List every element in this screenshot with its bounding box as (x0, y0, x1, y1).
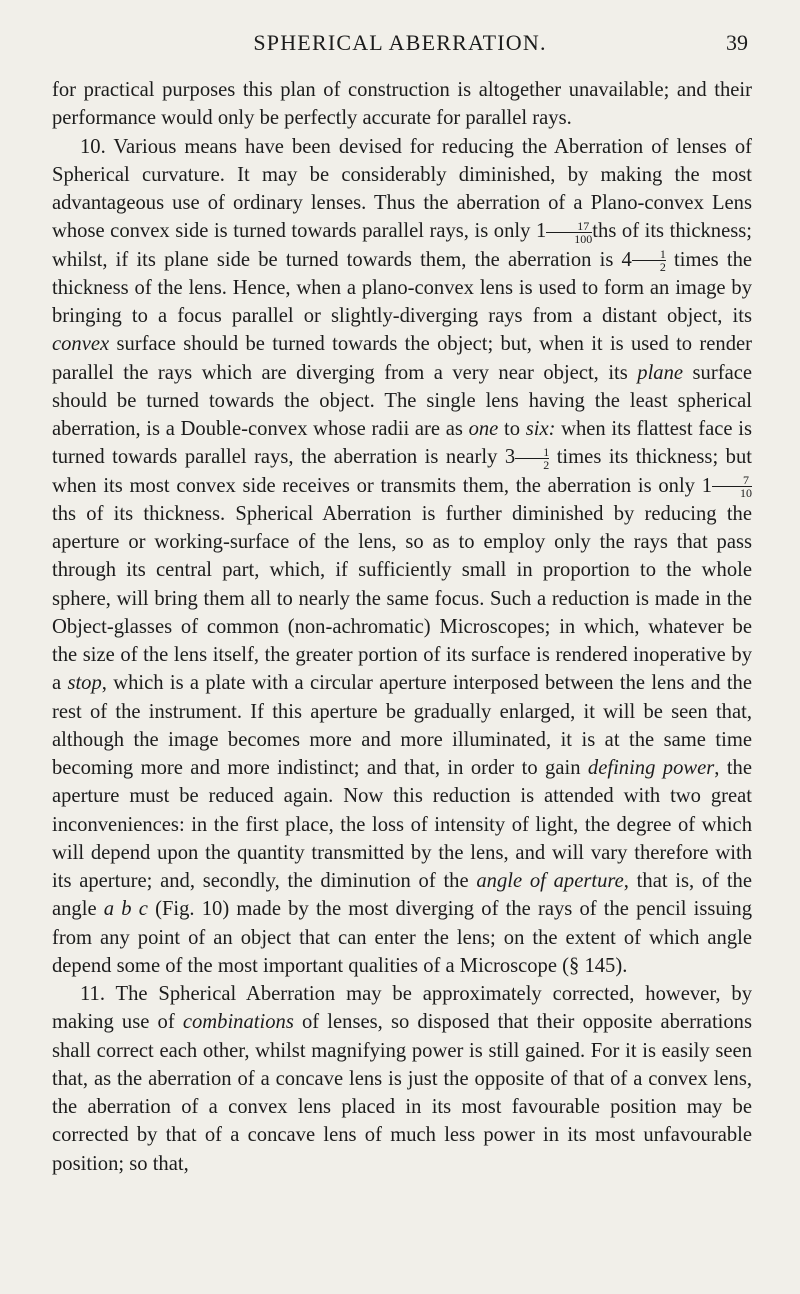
text-run: ths of its thickness; whilst, if its plane side be turned towards them, the aberration is 4 (52, 220, 752, 271)
italic-term: plane (637, 361, 684, 384)
text-run: , that is, of the angle (52, 870, 752, 921)
fraction-denominator: 100 (574, 232, 593, 247)
text-run: , the aperture must be reduced again. Now this reduction is attended with two great inconveniences: in the first place, the loss of intensity of light, the degree of which will depend upon the quantity transmitted by the lens, and will vary therefore with its aperture; and, secondly, the diminution of the (52, 757, 752, 892)
paragraph-section-10 (52, 133, 752, 981)
text-run: , which is a plate with a circular aperture interposed between the lens and the rest of the instrument. If this aperture be gradually enlarged, it will be seen that, although the image becomes more and more illuminated, it is at the same time becoming more and more indistinct; and that, in order to gain (52, 672, 752, 779)
text-run: 10. Various means have been devised for reducing the Aberration of lenses of Spherical curvature. It may be considerably diminished, by making the most advantageous use of ordinary lenses. Thus the aberration of a Plano-convex Lens whose convex side is turned towards parallel rays, is only 1 (52, 135, 752, 243)
fraction (515, 446, 549, 471)
text-run: (Fig. 10) made by the most diverging of the rays of the pencil issuing from any point of an object that can enter the lens; on the extent of which angle depend some of the most important qualities of a Microscope (§ 145). (52, 898, 753, 977)
italic-term: six: (525, 418, 556, 440)
fraction-denominator: 2 (659, 260, 666, 275)
text-run: when its flattest face is turned towards parallel rays, the aberration is nearly 3 (52, 418, 752, 469)
fraction (546, 220, 592, 245)
text-run: for practical purposes this plan of construction is altogether unavailable; and their performance would only be perfectly accurate for parallel rays. (52, 79, 752, 130)
text-run: of lenses, so disposed that their opposite aberrations shall correct each other, whilst magnifying power is still gained. For it is easily seen that, as the aberration of a concave lens is just the opposite of that of a convex lens, the aberration of a convex lens placed in its most favourable position may be corrected by that of a concave lens of much less power in its most unfavourable position; so that, (52, 1011, 752, 1175)
fraction (632, 248, 666, 273)
fraction-numerator: 1 (515, 446, 549, 459)
paragraph-section-11 (52, 980, 752, 1178)
paragraph-continuation (52, 76, 752, 133)
page-header (0, 30, 800, 64)
italic-term: defining power (587, 757, 715, 779)
italic-term: stop (67, 672, 102, 695)
italic-term: combinations (182, 1011, 294, 1034)
text-run: ths of its thickness. Spherical Aberration is further diminished by reducing the aperture or working-surface of the lens, so as to employ only the rays that pass through its central part, which, if sufficiently small in proportion to the whole sphere, will bring them all to nearly the same focus. Such a reduction is made in the Object-glasses of common (non-achromatic) Microscopes; in which, whatever be the size of the lens itself, the greater portion of its surface is rendered inoperative by a (52, 502, 752, 695)
text-run: surface should be turned towards the object; but, when it is used to render parallel the rays which are diverging from a very near object, its (52, 333, 752, 384)
fraction-denominator: 2 (543, 458, 550, 473)
text-run: 11. The Spherical Aberration may be approximately corrected, however, by making use of (52, 983, 752, 1034)
fraction (712, 474, 752, 499)
italic-term: convex (52, 333, 110, 356)
fraction-numerator: 7 (712, 474, 752, 487)
fraction-denominator: 10 (740, 486, 752, 501)
text-run: to (498, 418, 526, 440)
fraction-numerator: 1 (632, 248, 666, 261)
italic-term: a b c (103, 898, 148, 921)
text-run: times the thickness of the lens. Hence, when a plano-convex lens is used to form an image by bringing to a focus parallel or slightly-diverging rays from a distant object, its (52, 248, 753, 327)
text-run: surface should be turned towards the object. The single lens having the least spherical aberration, is a Double-convex whose radii are as (52, 361, 752, 440)
page-number: 39 (726, 30, 748, 55)
text-run: times its thickness; but when its most convex side receives or transmits them, the aberration is only 1 (52, 446, 752, 497)
italic-term: one (468, 418, 499, 440)
body-text (52, 76, 752, 1178)
italic-term: angle of aperture (476, 870, 624, 892)
fraction-numerator: 17 (546, 220, 592, 233)
running-head: SPHERICAL ABERRATION. (253, 30, 547, 55)
